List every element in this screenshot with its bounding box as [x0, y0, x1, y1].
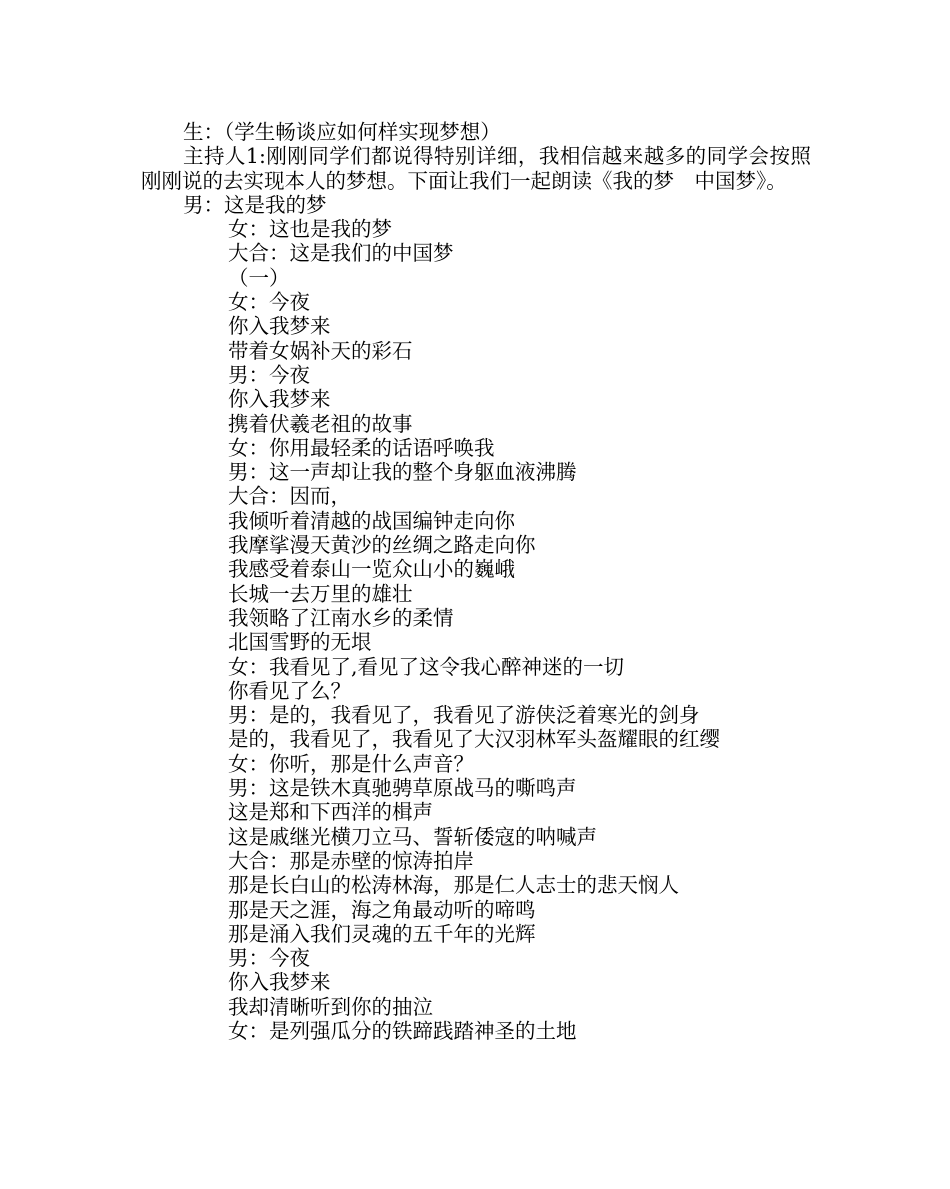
script-line: 你看见了么？	[228, 678, 351, 703]
script-line: 携着伏羲老祖的故事	[228, 411, 413, 436]
poem-script	[141, 217, 811, 1043]
script-line: 我倾听着清越的战国编钟走向你	[228, 508, 515, 533]
script-line: 男：是的，我看见了，我看见了游侠泛着寒光的剑身	[228, 703, 700, 728]
script-line: （一）	[228, 265, 290, 290]
script-line: 带着女娲补天的彩石	[228, 338, 413, 363]
script-line: 你入我梦来	[228, 387, 331, 412]
paragraph-student-discussion: 生：（学生畅谈应如何样实现梦想）	[183, 120, 501, 144]
script-line: 女：你用最轻柔的话语呼唤我	[228, 435, 495, 460]
script-line: 长城一去万里的雄壮	[228, 581, 413, 606]
script-line: 大合：因而，	[228, 484, 351, 509]
script-line: 女：是列强瓜分的铁蹄践踏神圣的土地	[228, 1018, 577, 1043]
script-line: 那是天之涯，海之角最动听的啼鸣	[228, 897, 536, 922]
script-line: 大合：那是赤壁的惊涛拍岸	[228, 848, 474, 873]
script-line: 那是长白山的松涛林海，那是仁人志士的悲天悯人	[228, 873, 679, 898]
document-body	[141, 120, 811, 1043]
script-line: 我感受着泰山一览众山小的巍峨	[228, 557, 515, 582]
script-line: 男：这一声却让我的整个身躯血液沸腾	[228, 460, 577, 485]
script-line: 这是戚继光横刀立马、誓斩倭寇的呐喊声	[228, 824, 597, 849]
script-line-opening: 男：这是我的梦	[183, 192, 327, 217]
script-line: 我却清晰听到你的抽泣	[228, 994, 433, 1019]
script-line: 女：你听，那是什么声音？	[228, 751, 474, 776]
script-line: 女：今夜	[228, 290, 310, 315]
script-line: 北国雪野的无垠	[228, 630, 372, 655]
script-line: 我摩挲漫天黄沙的丝绸之路走向你	[228, 533, 536, 558]
script-line: 男：这是铁木真驰骋草原战马的嘶鸣声	[228, 776, 577, 801]
paragraph-host-intro: 主持人1:刚刚同学们都说得特别详细，我相信越来越多的同学会按照刚刚说的去实现本人的梦想。下面让我们一起朗读《我的梦 中国梦》。	[141, 144, 811, 193]
script-line: 这是郑和下西洋的楫声	[228, 800, 433, 825]
script-line: 你入我梦来	[228, 970, 331, 995]
script-line: 大合：这是我们的中国梦	[228, 241, 454, 266]
script-line: 是的，我看见了，我看见了大汉羽林军头盔耀眼的红缨	[228, 727, 720, 752]
script-line: 你入我梦来	[228, 314, 331, 339]
script-line: 男：今夜	[228, 946, 310, 971]
script-line: 女：我看见了,看见了这令我心醉神迷的一切	[228, 654, 625, 679]
script-line: 我领略了江南水乡的柔情	[228, 605, 454, 630]
script-line: 男：今夜	[228, 362, 310, 387]
script-line: 女：这也是我的梦	[228, 217, 392, 242]
script-line: 那是涌入我们灵魂的五千年的光辉	[228, 921, 536, 946]
